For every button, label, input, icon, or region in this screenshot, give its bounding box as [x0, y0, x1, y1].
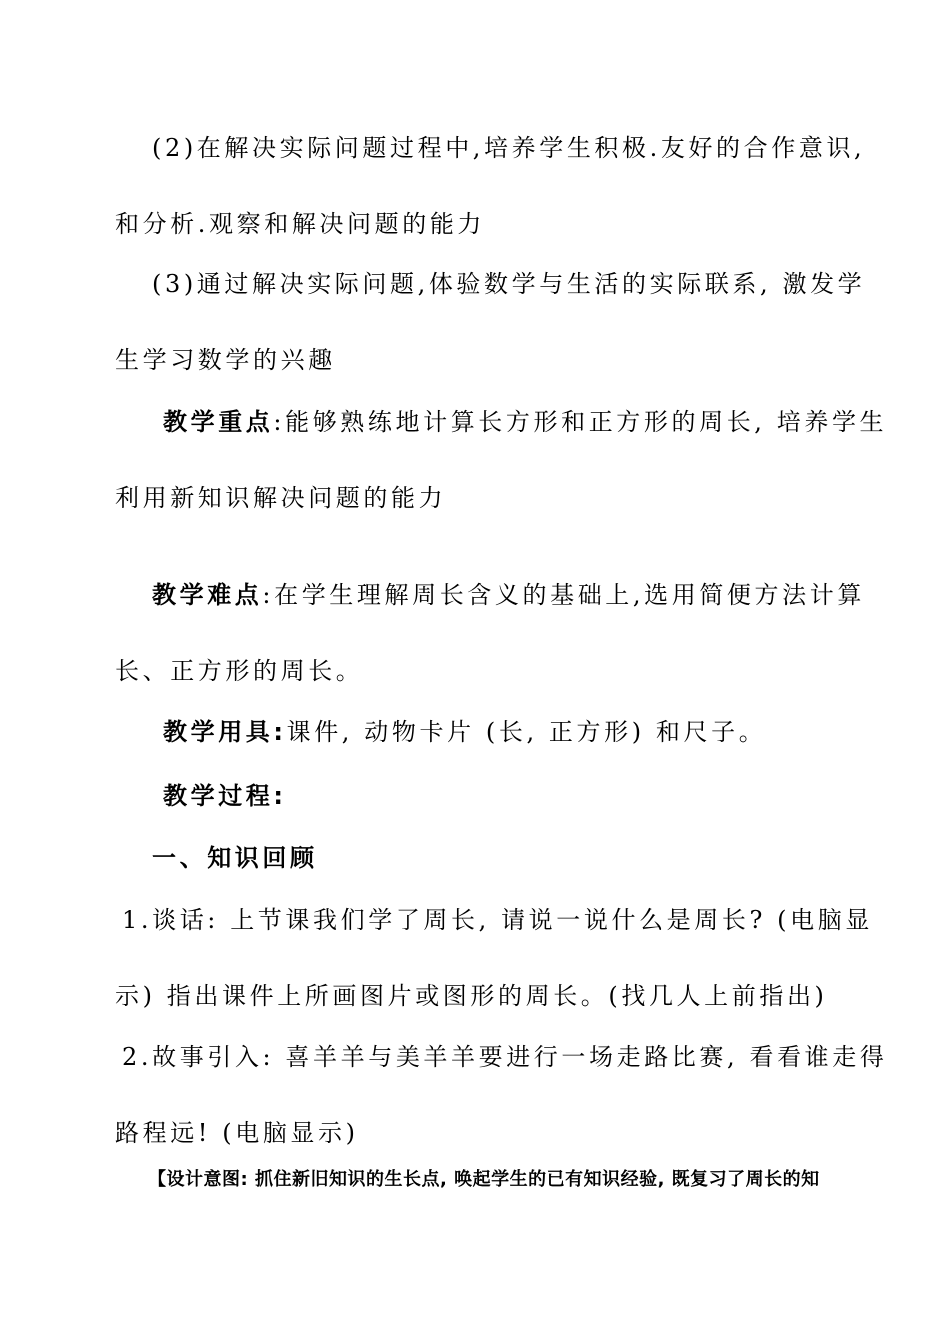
review-item-1: 1.谈话: 上节课我们学了周长, 请说一说什么是周长? (电脑显	[122, 906, 873, 934]
teaching-process-heading: 教学过程:	[163, 782, 287, 810]
teaching-focus-continued: 利用新知识解决问题的能力	[115, 484, 447, 512]
design-intent-note: 【设计意图: 抓住新旧知识的生长点, 唤起学生的已有知识经验, 既复习了周长的知	[148, 1169, 820, 1190]
teaching-difficulty-label: 教学难点	[152, 581, 263, 609]
teaching-difficulty	[152, 579, 865, 611]
teaching-difficulty-continued: 长、正方形的周长。	[115, 657, 364, 685]
section-heading-review: 一、知识回顾	[152, 844, 318, 872]
objective-2: (2)在解决实际问题过程中,培养学生积极.友好的合作意识,	[152, 134, 866, 162]
objective-3: (3)通过解决实际问题,体验数学与生活的实际联系, 激发学	[152, 270, 866, 298]
teaching-tools	[163, 716, 766, 748]
teaching-focus-label: 教学重点	[163, 408, 274, 436]
teaching-difficulty-text: :在学生理解周长含义的基础上,选用简便方法计算	[262, 581, 865, 609]
teaching-tools-text: 课件, 动物卡片 (长, 正方形) 和尺子。	[286, 718, 767, 746]
review-item-2: 2.故事引入: 喜羊羊与美羊羊要进行一场走路比赛, 看看谁走得	[122, 1043, 888, 1071]
teaching-focus	[163, 406, 887, 438]
objective-2-continued: 和分析.观察和解决问题的能力	[115, 210, 486, 238]
review-item-2-continued: 路程远! (电脑显示)	[115, 1119, 359, 1147]
teaching-tools-label: 教学用具:	[163, 718, 287, 746]
review-item-1-continued: 示) 指出课件上所画图片或图形的周长。(找几人上前指出)	[115, 982, 828, 1010]
objective-3-continued: 生学习数学的兴趣	[115, 346, 336, 374]
teaching-focus-text: :能够熟练地计算长方形和正方形的周长, 培养学生	[273, 408, 888, 436]
